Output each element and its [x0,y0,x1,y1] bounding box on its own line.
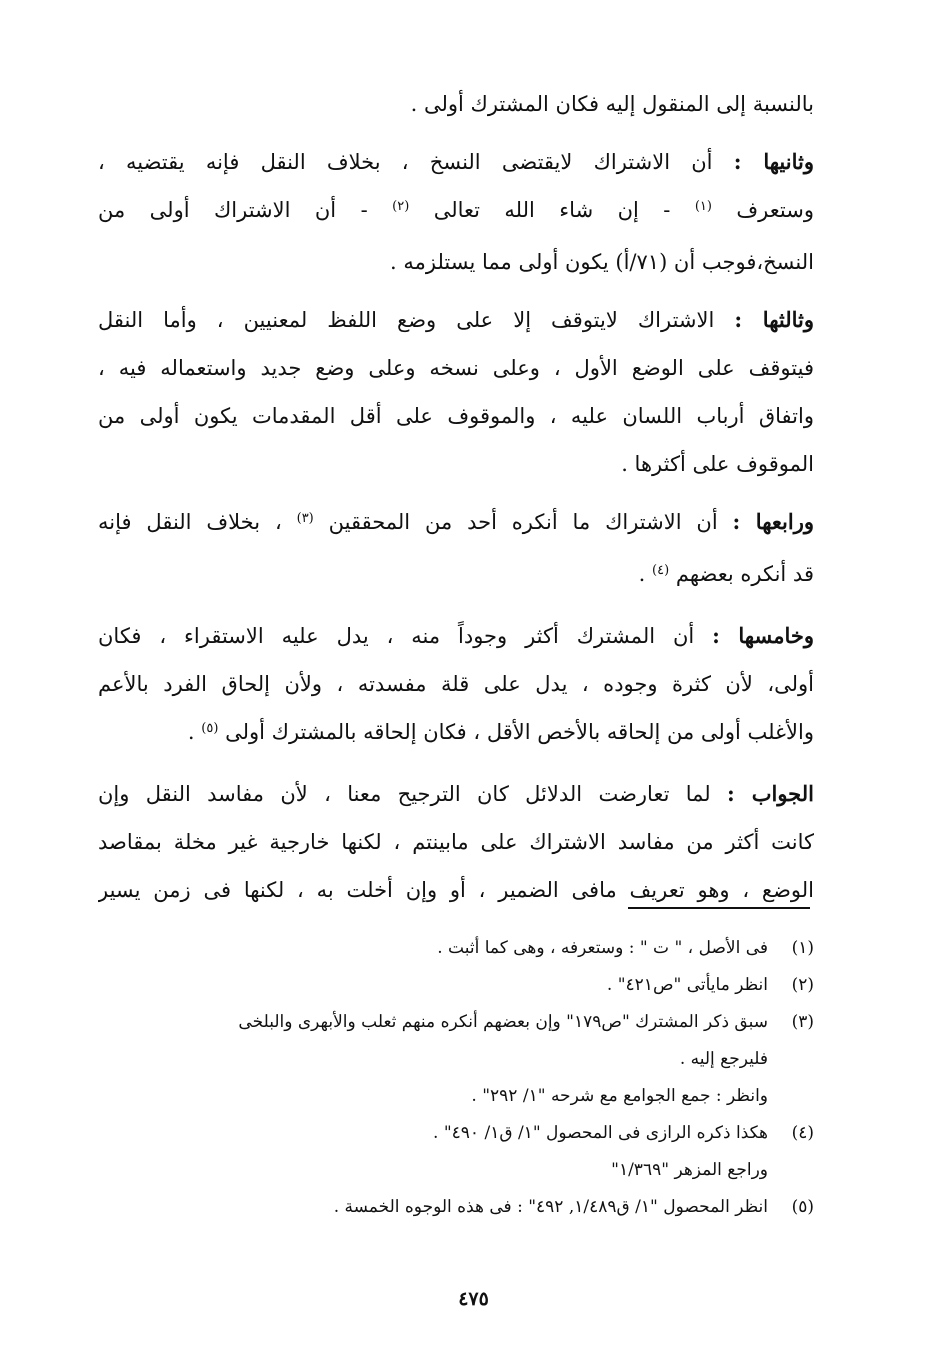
footnote-2 [98,967,814,1004]
footnote-text [98,930,768,967]
text-line: الوضع ، وهو تعريف مافى الضمير ، أو وإن أخلت به ، لكنها فى زمن يسير [98,878,814,902]
text-line: أولى، لأن كثرة وجوده ، يدل على قلة مفسدته ، ولأن إلحاق الفرد بالأعم [98,672,814,696]
footnote-number: (٢) [791,975,814,995]
paragraph-intro [98,80,814,128]
footnote-ref-5[interactable]: (٥) [201,721,219,736]
text-line: النسخ،فوجب أن (٧١/أ) يكون أولى مما يستلزمه . [390,250,814,274]
text-line [98,138,814,186]
footnote-line: وراجع المزهر "١/٣٦٩" [611,1160,768,1180]
text-run: والأغلب أولى من إلحاقه بالأخص الأقل ، فكان إلحاقه بالمشترك أولى [225,720,814,744]
text-line: واتفاق أرباب اللسان عليه ، والموقوف على أقل المقدمات يكون أولى من [98,404,814,428]
footnote-number: (٣) [791,1012,814,1032]
footnote-line: فليرجع إليه . [679,1049,768,1069]
paragraph-fifth [98,612,814,760]
text-run: أن الاشتراك لايقتضى النسخ ، بخلاف النقل فإنه يقتضيه ، [98,150,713,174]
text-run: - إن شاء الله تعالى [433,198,671,222]
text-line [98,550,814,602]
footnote-5 [98,1189,814,1226]
text-line: فيتوقف على الوضع الأول ، وعلى نسخه وعلى وضع جديد واستعماله فيه ، [98,356,814,380]
text-run: لما تعارضت الدلائل كان الترجيح معنا ، لأن مفاسد النقل وإن [98,782,711,806]
text-run: أن الاشتراك ما أنكره أحد من المحققين [328,510,718,534]
text-run: أن المشترك أكثر وجوداً منه ، يدل عليه الاستقراء ، فكان [98,624,695,648]
paragraph-answer [98,770,814,914]
paragraph-heading: ورابعها : [732,509,814,534]
page-number: ٤٧٥ [458,1288,489,1310]
text-line [98,296,814,344]
text-run: وستعرف [736,198,814,222]
paragraph-third [98,296,814,488]
text-run: قد أنكره بعضهم [675,562,814,586]
text-line [98,612,814,660]
footnote-ref-1[interactable]: (١) [694,199,712,214]
footnote-ref-2[interactable]: (٢) [392,199,410,214]
paragraph-heading: وثانيها : [733,149,814,174]
footnote-ref-3[interactable]: (٣) [296,511,314,526]
footnote-line: فى الأصل ، " ت " : وستعرفه ، وهى كما أثبت . [437,938,768,958]
text-run: . [638,562,646,586]
text-line: كانت أكثر من مفاسد الاشتراك على مابينتم ، لكنها خارجية غير مخلة بمقاصد [98,830,814,854]
paragraph-heading: وخامسها : [712,623,814,648]
paragraph-heading: الجواب : [727,781,814,806]
text-run: . [187,720,195,744]
paragraph-fourth [98,498,814,602]
footnotes [98,930,814,1226]
footnote-text [98,1115,768,1189]
footnote-4 [98,1115,814,1189]
main-text [98,80,814,914]
text-line [98,708,814,760]
text-line [98,498,814,550]
footnote-number: (٥) [791,1197,814,1217]
footnote-text [98,967,768,1004]
footnote-separator [628,907,810,909]
text-line: بالنسبة إلى المنقول إليه فكان المشترك أولى . [410,92,814,116]
text-line [98,770,814,818]
text-run: الاشتراك لايتوقف إلا على وضع اللفظ لمعنيين ، وأما النقل [98,308,715,332]
footnote-3 [98,1004,814,1115]
paragraph-heading: وثالثها : [734,307,814,332]
footnote-text [98,1189,768,1226]
footnote-number: (٤) [791,1123,814,1143]
text-run: - أن الاشتراك أولى من [98,198,368,222]
footnote-1 [98,930,814,967]
footnote-line: وانظر : جمع الجوامع مع شرحه "١/ ٢٩٢" . [471,1086,768,1106]
footnote-line: انظر مايأتى "ص٤٢١" . [606,975,768,995]
paragraph-second [98,138,814,286]
footnote-line: انظر المحصول "١/ ق١/٤٨٩, ٤٩٢" : فى هذه الوجوه الخمسة . [333,1197,768,1217]
footnote-number: (١) [791,938,814,958]
footnote-text [98,1004,768,1115]
text-run: ، بخلاف النقل فإنه [98,510,282,534]
footnote-line: هكذا ذكره الرازى فى المحصول "١/ ق١/ ٤٩٠" . [433,1123,768,1143]
footnote-ref-4[interactable]: (٤) [652,563,670,578]
text-line [98,186,814,238]
footnote-line: سبق ذكر المشترك "ص١٧٩" وإن بعضهم أنكره منهم ثعلب والأبهرى والبلخى [238,1012,768,1032]
text-line: الموقوف على أكثرها . [621,452,814,476]
